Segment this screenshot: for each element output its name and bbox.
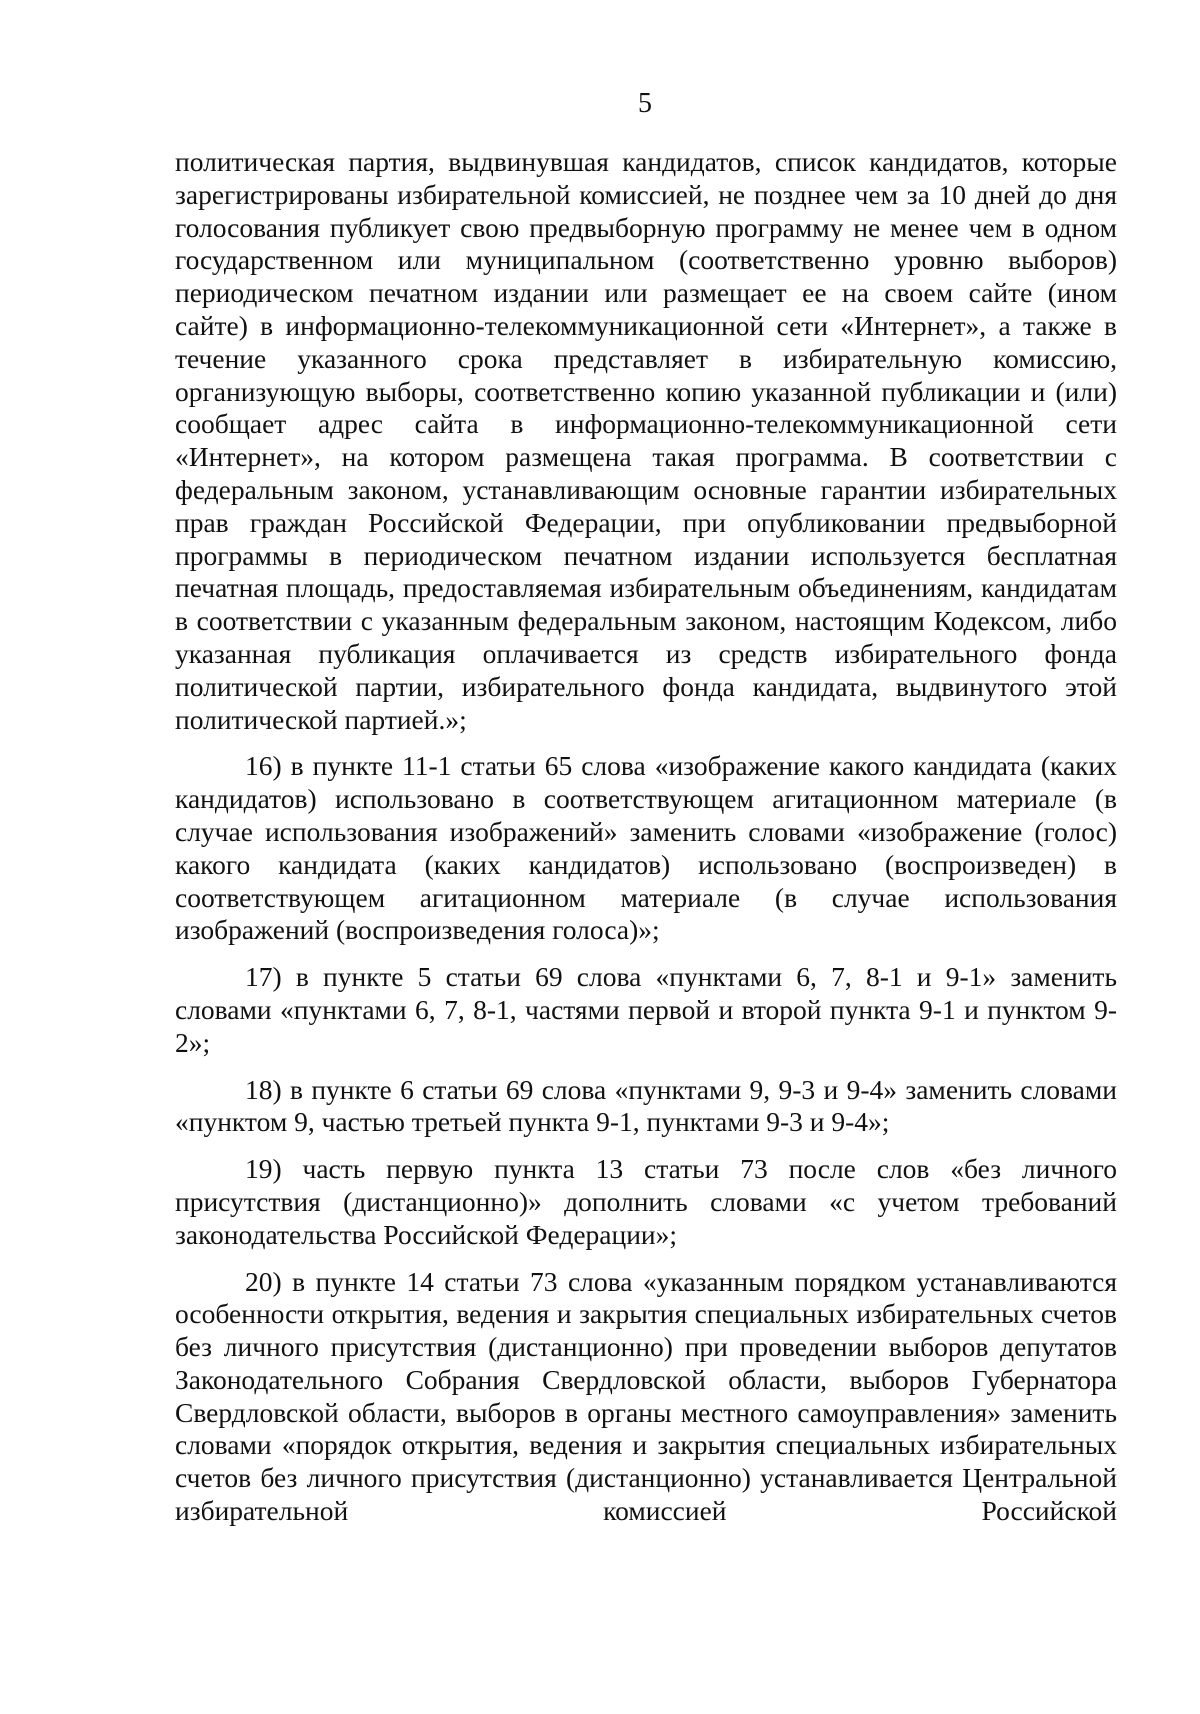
paragraph-item-19: 19) часть первую пункта 13 статьи 73 после слов «без личного присутствия (дистанционно)» дополнить словами «с учетом требований законодательства Российской Федерации»; [175, 1153, 1117, 1250]
document-body [175, 146, 1117, 1528]
paragraph-item-18: 18) в пункте 6 статьи 69 слова «пунктами 9, 9-3 и 9-4» заменить словами «пунктом 9, частью третьей пункта 9-1, пунктами 9-3 и 9-4»; [175, 1073, 1117, 1138]
page-number: 5 [638, 88, 652, 119]
paragraph-item-16: 16) в пункте 11-1 статьи 65 слова «изображение какого кандидата (каких кандидатов) использовано в соответствующем агитационном материале (в случае использования изображений» заменить словами «изображение (голос) какого кандидата (каких кандидатов) использовано (воспроизведен) в соответствующем агитационном материале (в случае использования изображений (воспроизведения голоса)»; [175, 750, 1117, 946]
paragraph-item-20: 20) в пункте 14 статьи 73 слова «указанным порядком устанавливаются особенности открытия, ведения и закрытия специальных избирательных счетов без личного присутствия (дистанционно) при проведении выборов депутатов Законодательного Собрания Свердловской области, выборов Губернатора Свердловской области, выборов в органы местного самоуправления» заменить словами «порядок открытия, ведения и закрытия специальных избирательных счетов без личного присутствия (дистанционно) устанавливается Центральной избирательной комиссией Российской [175, 1265, 1117, 1527]
paragraph-continuation: политическая партия, выдвинувшая кандидатов, список кандидатов, которые зарегистрированы избирательной комиссией, не позднее чем за 10 дней до дня голосования публикует свою предвыборную программу не менее чем в одном государственном или муниципальном (соответственно уровню выборов) периодическом печатном издании или размещает ее на своем сайте (ином сайте) в информационно-телекоммуникационной сети «Интернет», а также в течение указанного срока представляет в избирательную комиссию, организующую выборы, соответственно копию указанной публикации и (или) сообщает адрес сайта в информационно-телекоммуникационной сети «Интернет», на котором размещена такая программа. В соответствии с федеральным законом, устанавливающим основные гарантии избирательных прав граждан Российской Федерации, при опубликовании предвыборной программы в периодическом печатном издании используется бесплатная печатная площадь, предоставляемая избирательным объединениям, кандидатам в соответствии с указанным федеральным законом, настоящим Кодексом, либо указанная публикация оплачивается из средств избирательного фонда политической партии, избирательного фонда кандидата, выдвинутого этой политической партией.»; [175, 146, 1117, 735]
paragraph-item-17: 17) в пункте 5 статьи 69 слова «пунктами 6, 7, 8-1 и 9-1» заменить словами «пунктами 6, 7, 8-1, частями первой и второй пункта 9-1 и пунктом 9-2»; [175, 961, 1117, 1058]
